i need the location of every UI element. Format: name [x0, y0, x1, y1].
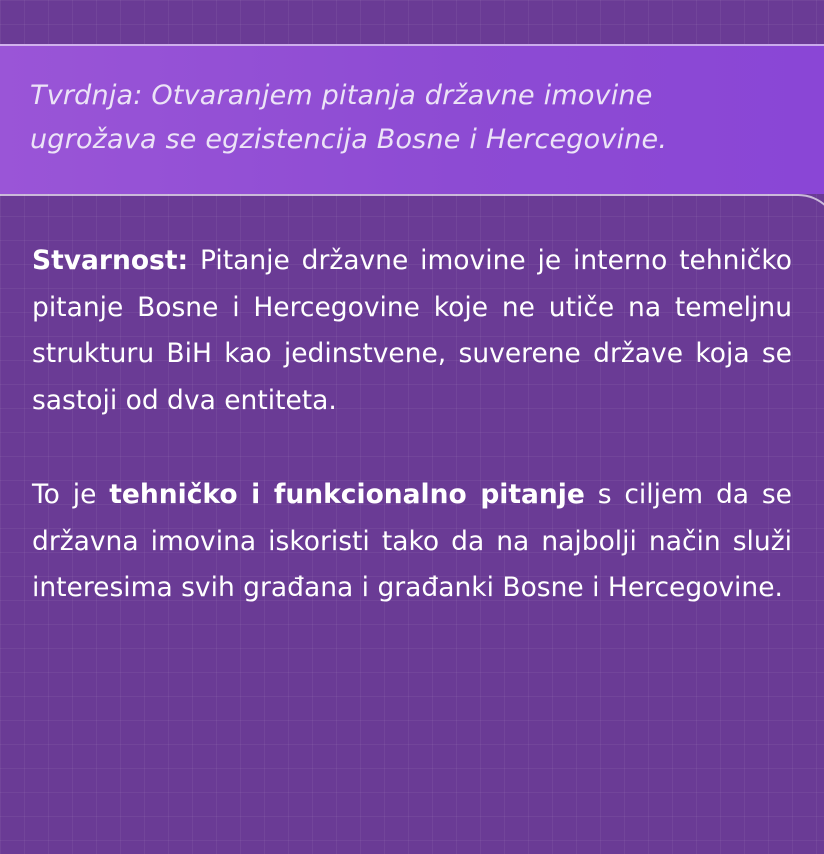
- explanation-before: To je: [32, 479, 110, 510]
- explanation-after: s ciljem da se državna imovina iskoristi tako da na najbolji način služi interesima svih građana i građanki Bosne i Hercegovine.: [32, 479, 792, 603]
- reality-text: Pitanje državne imovine je interno tehničko pitanje Bosne i Hercegovine koje ne utiče na temeljnu strukturu BiH kao jedinstvene, suverene države koja se sastoji od dva entiteta.: [32, 245, 792, 416]
- explanation-paragraph: [32, 472, 792, 612]
- claim-text: Tvrdnja: Otvaranjem pitanja državne imovine ugrožava se egzistencija Bosne i Hercegovine.: [30, 80, 668, 155]
- explanation-emphasis: tehničko i funkcionalno pitanje: [109, 479, 585, 510]
- reality-label: Stvarnost:: [32, 245, 189, 276]
- reality-paragraph: [32, 238, 792, 424]
- claim-banner: [0, 44, 824, 194]
